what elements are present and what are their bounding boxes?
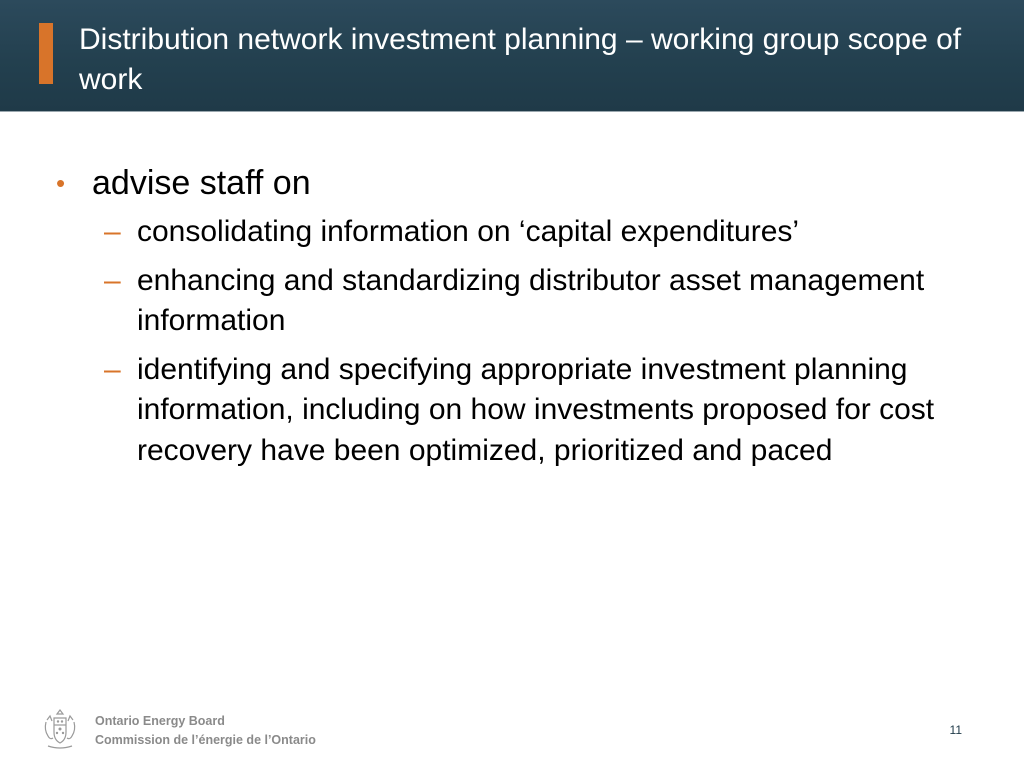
bullet-text: advise staff on (92, 164, 311, 202)
sub-bullet-marker: – (104, 352, 121, 386)
slide-title: Distribution network investment planning – working group scope of work (79, 23, 962, 96)
footer-org-name-en: Ontario Energy Board (95, 714, 225, 728)
sub-bullet-text: consolidating information on ‘capital expenditures’ (137, 215, 800, 248)
sub-bullet-list (0, 212, 1024, 471)
sub-bullet-item (0, 212, 1024, 253)
title-accent-bar (39, 23, 53, 84)
bullet-marker: • (56, 168, 66, 198)
sub-bullet-marker: – (104, 263, 121, 297)
slide-content (0, 160, 1024, 479)
sub-bullet-marker: – (104, 215, 121, 248)
footer-org-name-fr: Commission de l’énergie de l’Ontario (95, 733, 316, 747)
sub-bullet-item (0, 350, 1024, 472)
title-bar (0, 0, 1024, 112)
sub-bullet-text: enhancing and standardizing distributor asset management information (137, 263, 925, 337)
sub-bullet-text: identifying and specifying appropriate investment planning information, including on how investments proposed for cost recovery have been optimized, prioritized and paced (137, 352, 935, 467)
page-number: 11 (949, 723, 962, 737)
sub-bullet-item (0, 261, 1024, 342)
footer-organization (95, 712, 316, 750)
bullet-item (0, 160, 1024, 206)
ontario-coat-of-arms-icon (40, 708, 80, 752)
